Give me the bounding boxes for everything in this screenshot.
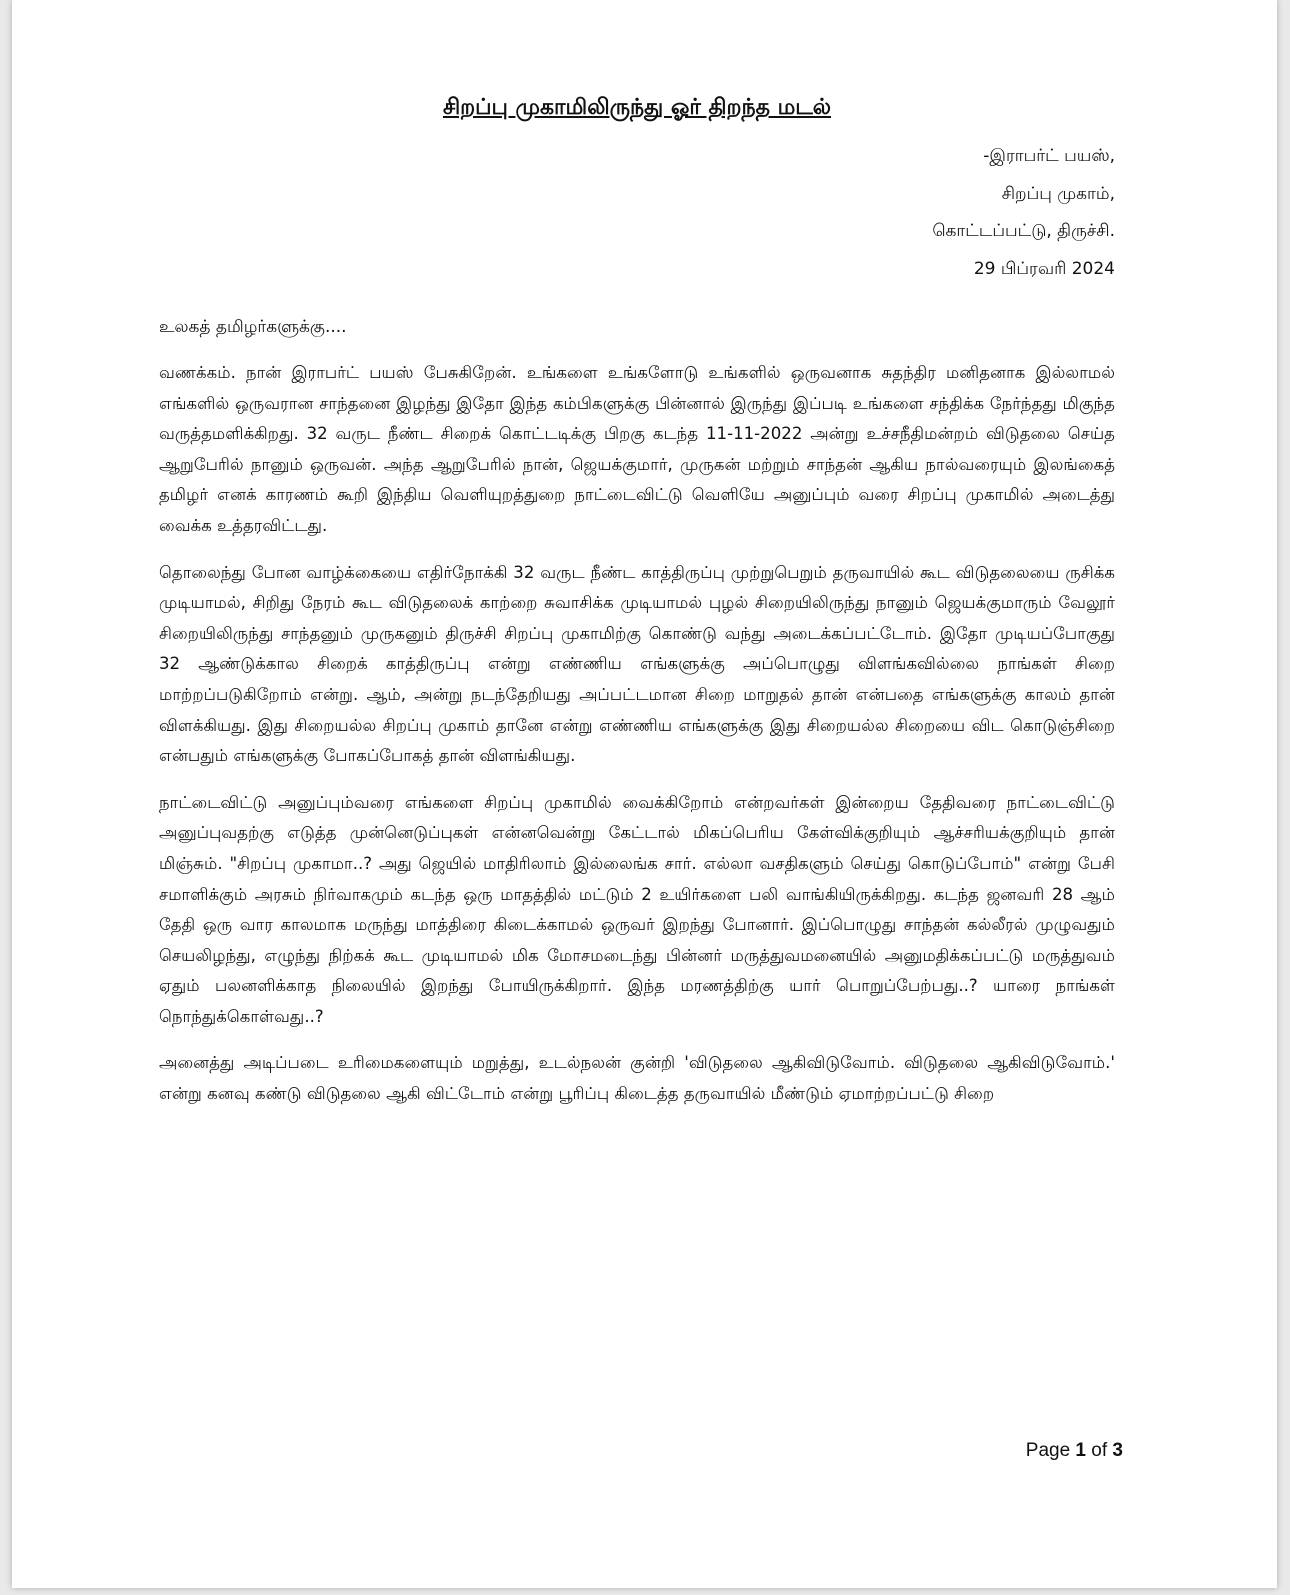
of-label: of bbox=[1091, 1440, 1108, 1461]
paragraph-1: வணக்கம். நான் இராபர்ட் பயஸ் பேசுகிறேன். உங்களை உங்களோடு உங்களில் ஒருவனாக சுதந்திர மனிதனாக இல்லாமல் எங்களில் ஒருவரான சாந்தனை இழந்து இதோ இந்த கம்பிகளுக்கு பின்னால் இருந்து இப்படி உங்களை சந்திக்க நேர்ந்தது மிகுந்த வருத்தமளிக்கிறது. 32 வருட நீண்ட சிறைக் கொட்டடிக்கு பிறகு கடந்த 11-11-2022 அன்று உச்சநீதிமன்றம் விடுதலை செய்த ஆறுபேரில் நானும் ஒருவன். அந்த ஆறுபேரில் நான், ஜெயக்குமார், முருகன் மற்றும் சாந்தன் ஆகிய நால்வரையும் இலங்கைத் தமிழர் எனக் காரணம் கூறி இந்திய வெளியுறத்துறை நாட்டைவிட்டு வெளியே அனுப்பும் வரை சிறப்பு முகாமில் அடைத்து வைக்க உத்தரவிட்டது. bbox=[159, 363, 1115, 535]
page-total: 3 bbox=[1112, 1440, 1123, 1461]
address-line-camp: சிறப்பு முகாம், bbox=[1001, 183, 1115, 204]
letter-date: 29 பிப்ரவரி 2024 bbox=[973, 258, 1115, 279]
address-line-place: கொட்டப்பட்டு, திருச்சி. bbox=[932, 221, 1115, 241]
paragraph-3: நாட்டைவிட்டு அனுப்பும்வரை எங்களை சிறப்பு முகாமில் வைக்கிறோம் என்றவர்கள் இன்றைய தேதிவரை நாட்டைவிட்டு அனுப்புவதற்கு எடுத்த முன்னெடுப்புகள் என்னவென்று கேட்டால் மிகப்பெரிய கேள்விக்குறியும் ஆச்சரியக்குறியும் தான் மிஞ்சும். "சிறப்பு முகாமா..? அது ஜெயில் மாதிரிலாம் இல்லைங்க சார். எல்லா வசதிகளும் செய்து கொடுப்போம்" என்று பேசி சமாளிக்கும் அரசும் நிர்வாகமும் கடந்த ஒரு மாதத்தில் மட்டும் 2 உயிர்களை பலி வாங்கியிருக்கிறது. கடந்த ஜனவரி 28 ஆம் தேதி ஒரு வார காலமாக மருந்து மாத்திரை கிடைக்காமல் ஒருவர் இறந்து போனார். இப்பொழுது சாந்தன் கல்லீரல் முழுவதும் செயலிழந்து, எழுந்து நிற்கக் கூட முடியாமல் மிக மோசமடைந்து பின்னர் மருத்துவமனையில் அனுமதிக்கப்பட்டு மருத்துவம் ஏதும் பலனளிக்காத நிலையில் இறந்து போயிருக்கிறார். இந்த மரணத்திற்கு யார் பொறுப்பேற்பது..? யாரை நாங்கள் நொந்துக்கொள்வது..? bbox=[159, 792, 1115, 1026]
page-footer bbox=[1026, 1440, 1123, 1462]
address-line-name: -இராபர்ட் பயஸ், bbox=[983, 146, 1115, 166]
paragraph-4: அனைத்து அடிப்படை உரிமைகளையும் மறுத்து, உடல்நலன் குன்றி 'விடுதலை ஆகிவிடுவோம். விடுதலை ஆகிவிடுவோம்.' என்று கனவு கண்டு விடுதலை ஆகி விட்டோம் என்று பூரிப்பு கிடைத்த தருவாயில் மீண்டும் ஏமாற்றப்பட்டு சிறை bbox=[159, 1053, 1115, 1104]
document-title: சிறப்பு முகாமிலிருந்து ஓர் திறந்த மடல் bbox=[442, 95, 832, 120]
paragraph-2: தொலைந்து போன வாழ்க்கையை எதிர்நோக்கி 32 வருட நீண்ட காத்திருப்பு முற்றுபெறும் தருவாயில் கூட விடுதலையை ருசிக்க முடியாமல், சிறிது நேரம் கூட விடுதலைக் காற்றை சுவாசிக்க முடியாமல் புழல் சிறையிலிருந்து நானும் ஜெயக்குமாரும் வேலூர் சிறையிலிருந்து சாந்தனும் முருகனும் திருச்சி சிறப்பு முகாமிற்கு கொண்டு வந்து அடைக்கப்பட்டோம். இதோ முடியப்போகுது 32 ஆண்டுக்கால சிறைக் காத்திருப்பு என்று எண்ணிய எங்களுக்கு அப்பொழுது விளங்கவில்லை நாங்கள் சிறை மாற்றப்படுகிறோம் என்று. ஆம், அன்று நடந்தேறியது அப்பட்டமான சிறை மாறுதல் தான் என்பதை எங்களுக்கு காலம் தான் விளக்கியது. இது சிறையல்ல சிறப்பு முகாம் தானே என்று எண்ணிய எங்களுக்கு இது சிறையல்ல சிறையை விட கொடுஞ்சிறை என்பதும் எங்களுக்கு போகப்போகத் தான் விளங்கியது. bbox=[159, 562, 1115, 766]
sender-address bbox=[159, 138, 1115, 288]
document-body bbox=[159, 92, 1115, 1126]
document-page bbox=[12, 0, 1277, 1588]
page-number: 1 bbox=[1075, 1440, 1086, 1461]
salutation: உலகத் தமிழர்களுக்கு.... bbox=[159, 317, 347, 337]
page-label: Page bbox=[1025, 1440, 1071, 1461]
